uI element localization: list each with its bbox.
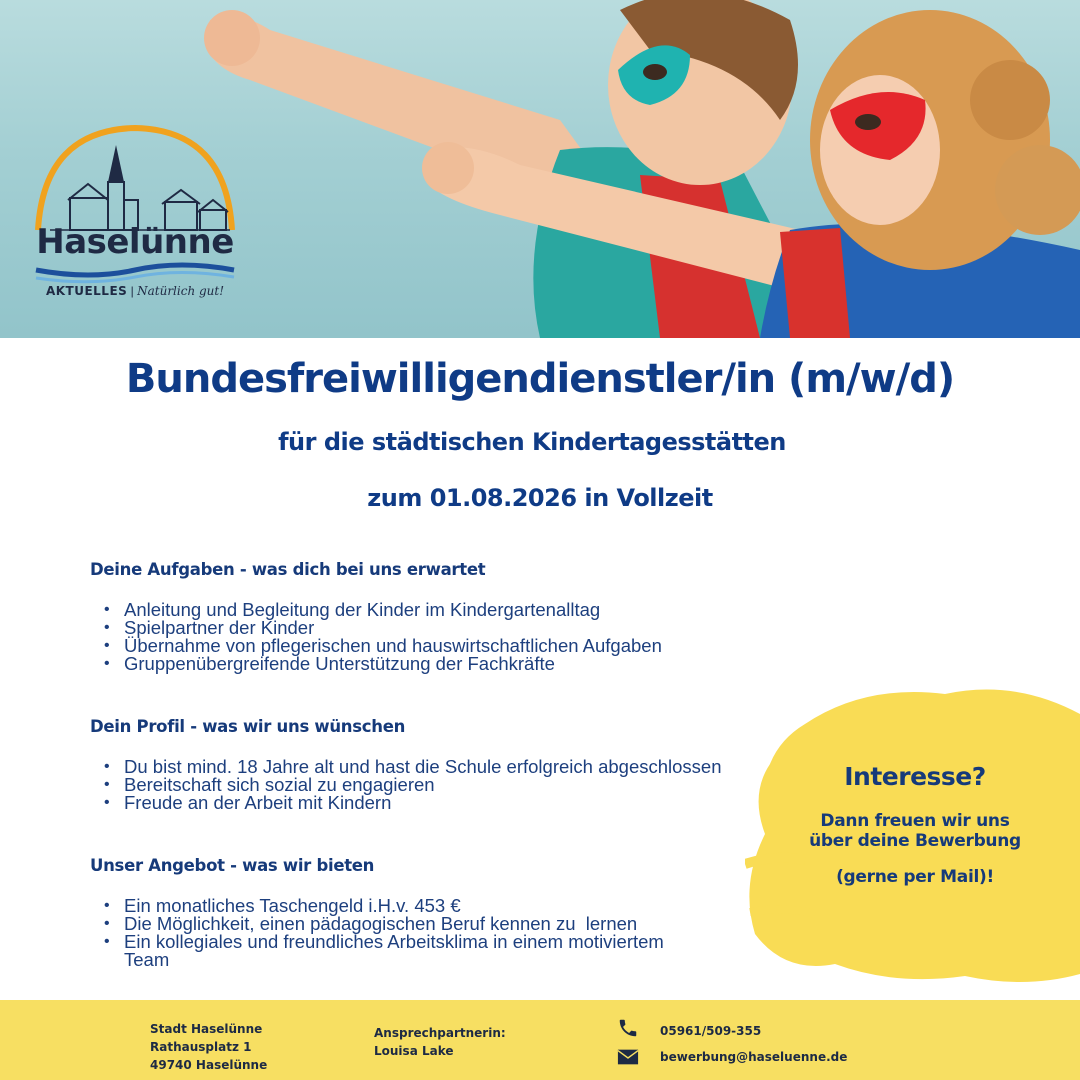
list-item: • Die Möglichkeit, einen pädagogischen Beruf kennen zu lernen <box>104 915 664 933</box>
haseluenne-logo <box>30 120 240 310</box>
interest-line-1: Dann freuen wir uns <box>820 811 1010 831</box>
logo-wave-graphic <box>30 262 240 284</box>
interest-mail-note: (gerne per Mail)! <box>836 867 994 887</box>
interest-line-2: über deine Bewerbung <box>809 831 1021 851</box>
envelope-icon <box>617 1048 639 1066</box>
offer-list <box>104 897 664 969</box>
footer-phone[interactable]: 05961/509-355 <box>660 1024 762 1038</box>
job-subtitle: für die städtischen Kindertagesstätten <box>278 428 786 456</box>
interest-callout <box>790 762 1040 887</box>
address-line: 49740 Haselünne <box>150 1058 268 1072</box>
contact-name: Louisa Lake <box>374 1044 454 1058</box>
section-heading: Unser Angebot - was wir bieten <box>90 856 375 875</box>
footer-email[interactable]: bewerbung@haseluenne.de <box>660 1050 848 1064</box>
list-item: • Freude an der Arbeit mit Kindern <box>104 794 810 812</box>
interest-title: Interesse? <box>844 762 986 791</box>
job-title: Bundesfreiwilligendienstler/in (m/w/d) <box>125 356 955 402</box>
footer-bar <box>0 1000 1080 1080</box>
address-line: Rathausplatz 1 <box>150 1040 252 1054</box>
list-item: • Anleitung und Begleitung der Kinder im Kindergartenalltag <box>104 601 810 619</box>
hero-photo <box>0 0 1080 338</box>
list-item: • Übernahme von pflegerischen und hauswirtschaftlichen Aufgaben <box>104 637 810 655</box>
list-item: • Gruppenübergreifende Unterstützung der Fachkräfte <box>104 655 810 673</box>
list-item: • Bereitschaft sich sozial zu engagieren <box>104 776 810 794</box>
address-line: Stadt Haselünne <box>150 1022 263 1036</box>
section-offer <box>90 856 810 969</box>
logo-tag-separator: | <box>130 284 134 298</box>
section-heading: Dein Profil - was wir uns wünschen <box>90 717 406 736</box>
interest-text <box>790 811 1040 851</box>
list-item: • Spielpartner der Kinder <box>104 619 810 637</box>
list-item: • Ein monatliches Taschengeld i.H.v. 453 € <box>104 897 664 915</box>
list-item: • Ein kollegiales und freundliches Arbeitsklima in einem motiviertem Team <box>104 933 664 969</box>
list-item: • Du bist mind. 18 Jahre alt und hast die Schule erfolgreich abgeschlossen <box>104 758 810 776</box>
logo-wordmark: Haselünne <box>36 222 234 262</box>
logo-tagline <box>30 284 240 298</box>
logo-tag-bold: AKTUELLES <box>45 284 128 298</box>
contact-label: Ansprechpartnerin: <box>374 1026 506 1040</box>
job-start-date: zum 01.08.2026 in Vollzeit <box>367 484 713 512</box>
profile-list <box>104 758 810 812</box>
task-list <box>104 601 810 673</box>
section-tasks <box>90 560 810 673</box>
footer-contact <box>374 1024 506 1060</box>
logo-tag-italic: Natürlich gut! <box>137 284 225 298</box>
section-profile <box>90 717 810 812</box>
footer-address <box>150 1020 267 1074</box>
section-heading: Deine Aufgaben - was dich bei uns erwartet <box>90 560 486 579</box>
phone-icon <box>617 1017 639 1039</box>
